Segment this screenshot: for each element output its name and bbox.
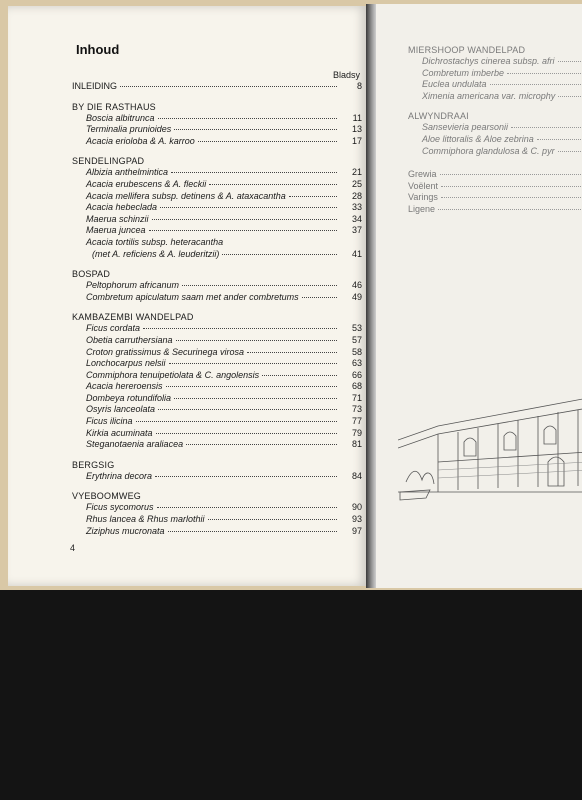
book-gutter xyxy=(366,4,376,588)
toc-entry: Acacia tortilis subsp. heteracantha xyxy=(86,236,224,247)
section-heading: BERGSIG xyxy=(72,459,115,470)
toc-entry: Commiphora tenuipetiolata & C. angolensis 66 xyxy=(86,369,362,380)
toc-section-kambazembi-wandelpad xyxy=(72,311,362,451)
toc-entry: Acacia erubescens & A. fleckii 25 xyxy=(86,178,362,189)
toc-section-vyeboomweg xyxy=(72,490,362,537)
toc-entry: Acacia mellifera subsp. detinens & A. ataxacantha 28 xyxy=(86,190,362,201)
toc-section-bergsig xyxy=(72,459,362,483)
toc-entry: (met A. reficiens & A. leuderitzii) 41 xyxy=(92,248,362,259)
toc-page-number: 79 xyxy=(351,427,362,438)
toc-entry: Acacia hereroensis 68 xyxy=(86,381,362,392)
toc-entry: Dichrostachys cinerea subsp. afri xyxy=(408,56,582,68)
toc-entry: Lonchocarpus nelsii 63 xyxy=(86,358,362,369)
toc-entry: Ximenia americana var. microphy xyxy=(408,91,582,103)
section-heading: BOSPAD xyxy=(72,269,111,280)
toc-page-number: 97 xyxy=(351,525,362,536)
toc-entry: Kirkia acuminata 79 xyxy=(86,427,362,438)
toc-page-number: 33 xyxy=(351,202,362,213)
toc-page-number: 73 xyxy=(351,404,362,415)
toc-page-number: 57 xyxy=(351,334,362,345)
toc-entry: Sansevieria pearsonii xyxy=(408,122,582,134)
toc-entry: Euclea undulata xyxy=(408,79,582,91)
section-heading: ALWYNDRAAI xyxy=(408,111,469,122)
page-number: 4 xyxy=(70,543,76,553)
right-toc xyxy=(408,44,582,216)
toc-entry: Maerua schinzii 34 xyxy=(86,213,362,224)
right-section-alwyndraai xyxy=(408,110,582,157)
appendix-list xyxy=(408,169,582,215)
appendix-entry: Voëlent xyxy=(408,181,582,193)
toc-entry: Acacia erioloba & A. karroo 17 xyxy=(86,135,362,146)
section-heading: BY DIE RASTHAUS xyxy=(72,101,156,112)
toc-entry: Osyris lanceolata 73 xyxy=(86,404,362,415)
toc-page-number: 34 xyxy=(351,213,362,224)
toc-entry: Ficus ilicina 77 xyxy=(86,416,362,427)
toc-page-number: 68 xyxy=(351,381,362,392)
toc-entry: Combretum apiculatum saam met ander combretums 49 xyxy=(86,291,362,302)
toc-entry: Peltophorum africanum 46 xyxy=(86,280,362,291)
toc-page-number: 49 xyxy=(351,291,362,302)
toc-sections xyxy=(72,101,362,538)
toc-page-number: 66 xyxy=(351,369,362,380)
toc-entry: Obetia carruthersiana 57 xyxy=(86,334,362,345)
toc-page-number: 93 xyxy=(351,514,362,525)
toc-entry: Ficus cordata 53 xyxy=(86,323,362,334)
toc-entry: Maerua juncea 37 xyxy=(86,225,362,236)
toc-section-by-die-rasthaus xyxy=(72,101,362,148)
toc-page-number: 81 xyxy=(351,439,362,450)
toc-page-number: 17 xyxy=(351,135,362,146)
toc-entry: Croton gratissimus & Securinega virosa 58 xyxy=(86,346,362,357)
toc-entry: Acacia hebeclada 33 xyxy=(86,202,362,213)
toc-entry: Ficus sycomorus 90 xyxy=(86,502,362,513)
toc-section-sendelingpad xyxy=(72,155,362,260)
toc-page-number: 71 xyxy=(351,392,362,403)
toc-entry: Dombeya rotundifolia 71 xyxy=(86,392,362,403)
toc-page-number: 46 xyxy=(351,280,362,291)
toc-page-number: 53 xyxy=(351,323,362,334)
toc-page-number: 28 xyxy=(351,190,362,201)
section-heading: VYEBOOMWEG xyxy=(72,491,142,502)
left-page xyxy=(8,6,368,586)
toc-page-number: 90 xyxy=(351,502,362,513)
toc-page-number: 58 xyxy=(351,346,362,357)
toc-entry: Boscia albitrunca 11 xyxy=(86,112,362,123)
toc-entry: Steganotaenia araliacea 81 xyxy=(86,439,362,450)
toc-entry: Aloe littoralis & Aloe zebrina xyxy=(408,134,582,146)
toc-entry: Rhus lancea & Rhus marlothii 93 xyxy=(86,514,362,525)
toc-entry: Ziziphus mucronata 97 xyxy=(86,525,362,536)
toc-entry: Terminalia prunioides 13 xyxy=(86,124,362,135)
toc-entry: Combretum imberbe xyxy=(408,68,582,80)
right-section-miershoop-wandelpad xyxy=(408,44,582,102)
toc-entry: Erythrina decora 84 xyxy=(86,470,362,481)
table-of-contents xyxy=(72,70,362,537)
toc-page-number: 13 xyxy=(351,124,362,135)
section-heading: KAMBAZEMBI WANDELPAD xyxy=(72,312,194,323)
toc-page-number: 11 xyxy=(352,112,362,123)
appendix-entry: Ligene xyxy=(408,204,582,216)
toc-page-number: 25 xyxy=(351,178,362,189)
toc-page-number: 84 xyxy=(351,470,362,481)
toc-page-number: 37 xyxy=(351,225,362,236)
toc-entry: Albizia anthelmintica 21 xyxy=(86,167,362,178)
toc-entry: Commiphora glandulosa & C. pyr xyxy=(408,146,582,158)
toc-section-bospad xyxy=(72,268,362,303)
section-heading: SENDELINGPAD xyxy=(72,156,145,167)
appendix-entry: Varings xyxy=(408,192,582,204)
appendix-entry: Grewia xyxy=(408,169,582,181)
right-page xyxy=(376,4,582,588)
toc-page-number: 77 xyxy=(351,416,362,427)
page-title: Inhoud xyxy=(76,42,120,57)
building-sketch xyxy=(398,392,582,502)
toc-page-number: 41 xyxy=(351,248,362,259)
toc-page-number: 21 xyxy=(351,167,362,178)
page-column-label: Bladsy xyxy=(332,70,360,80)
toc-page-number: 63 xyxy=(351,358,362,369)
toc-entry-intro: INLEIDING 8 xyxy=(72,81,362,91)
section-heading: MIERSHOOP WANDELPAD xyxy=(408,45,526,55)
